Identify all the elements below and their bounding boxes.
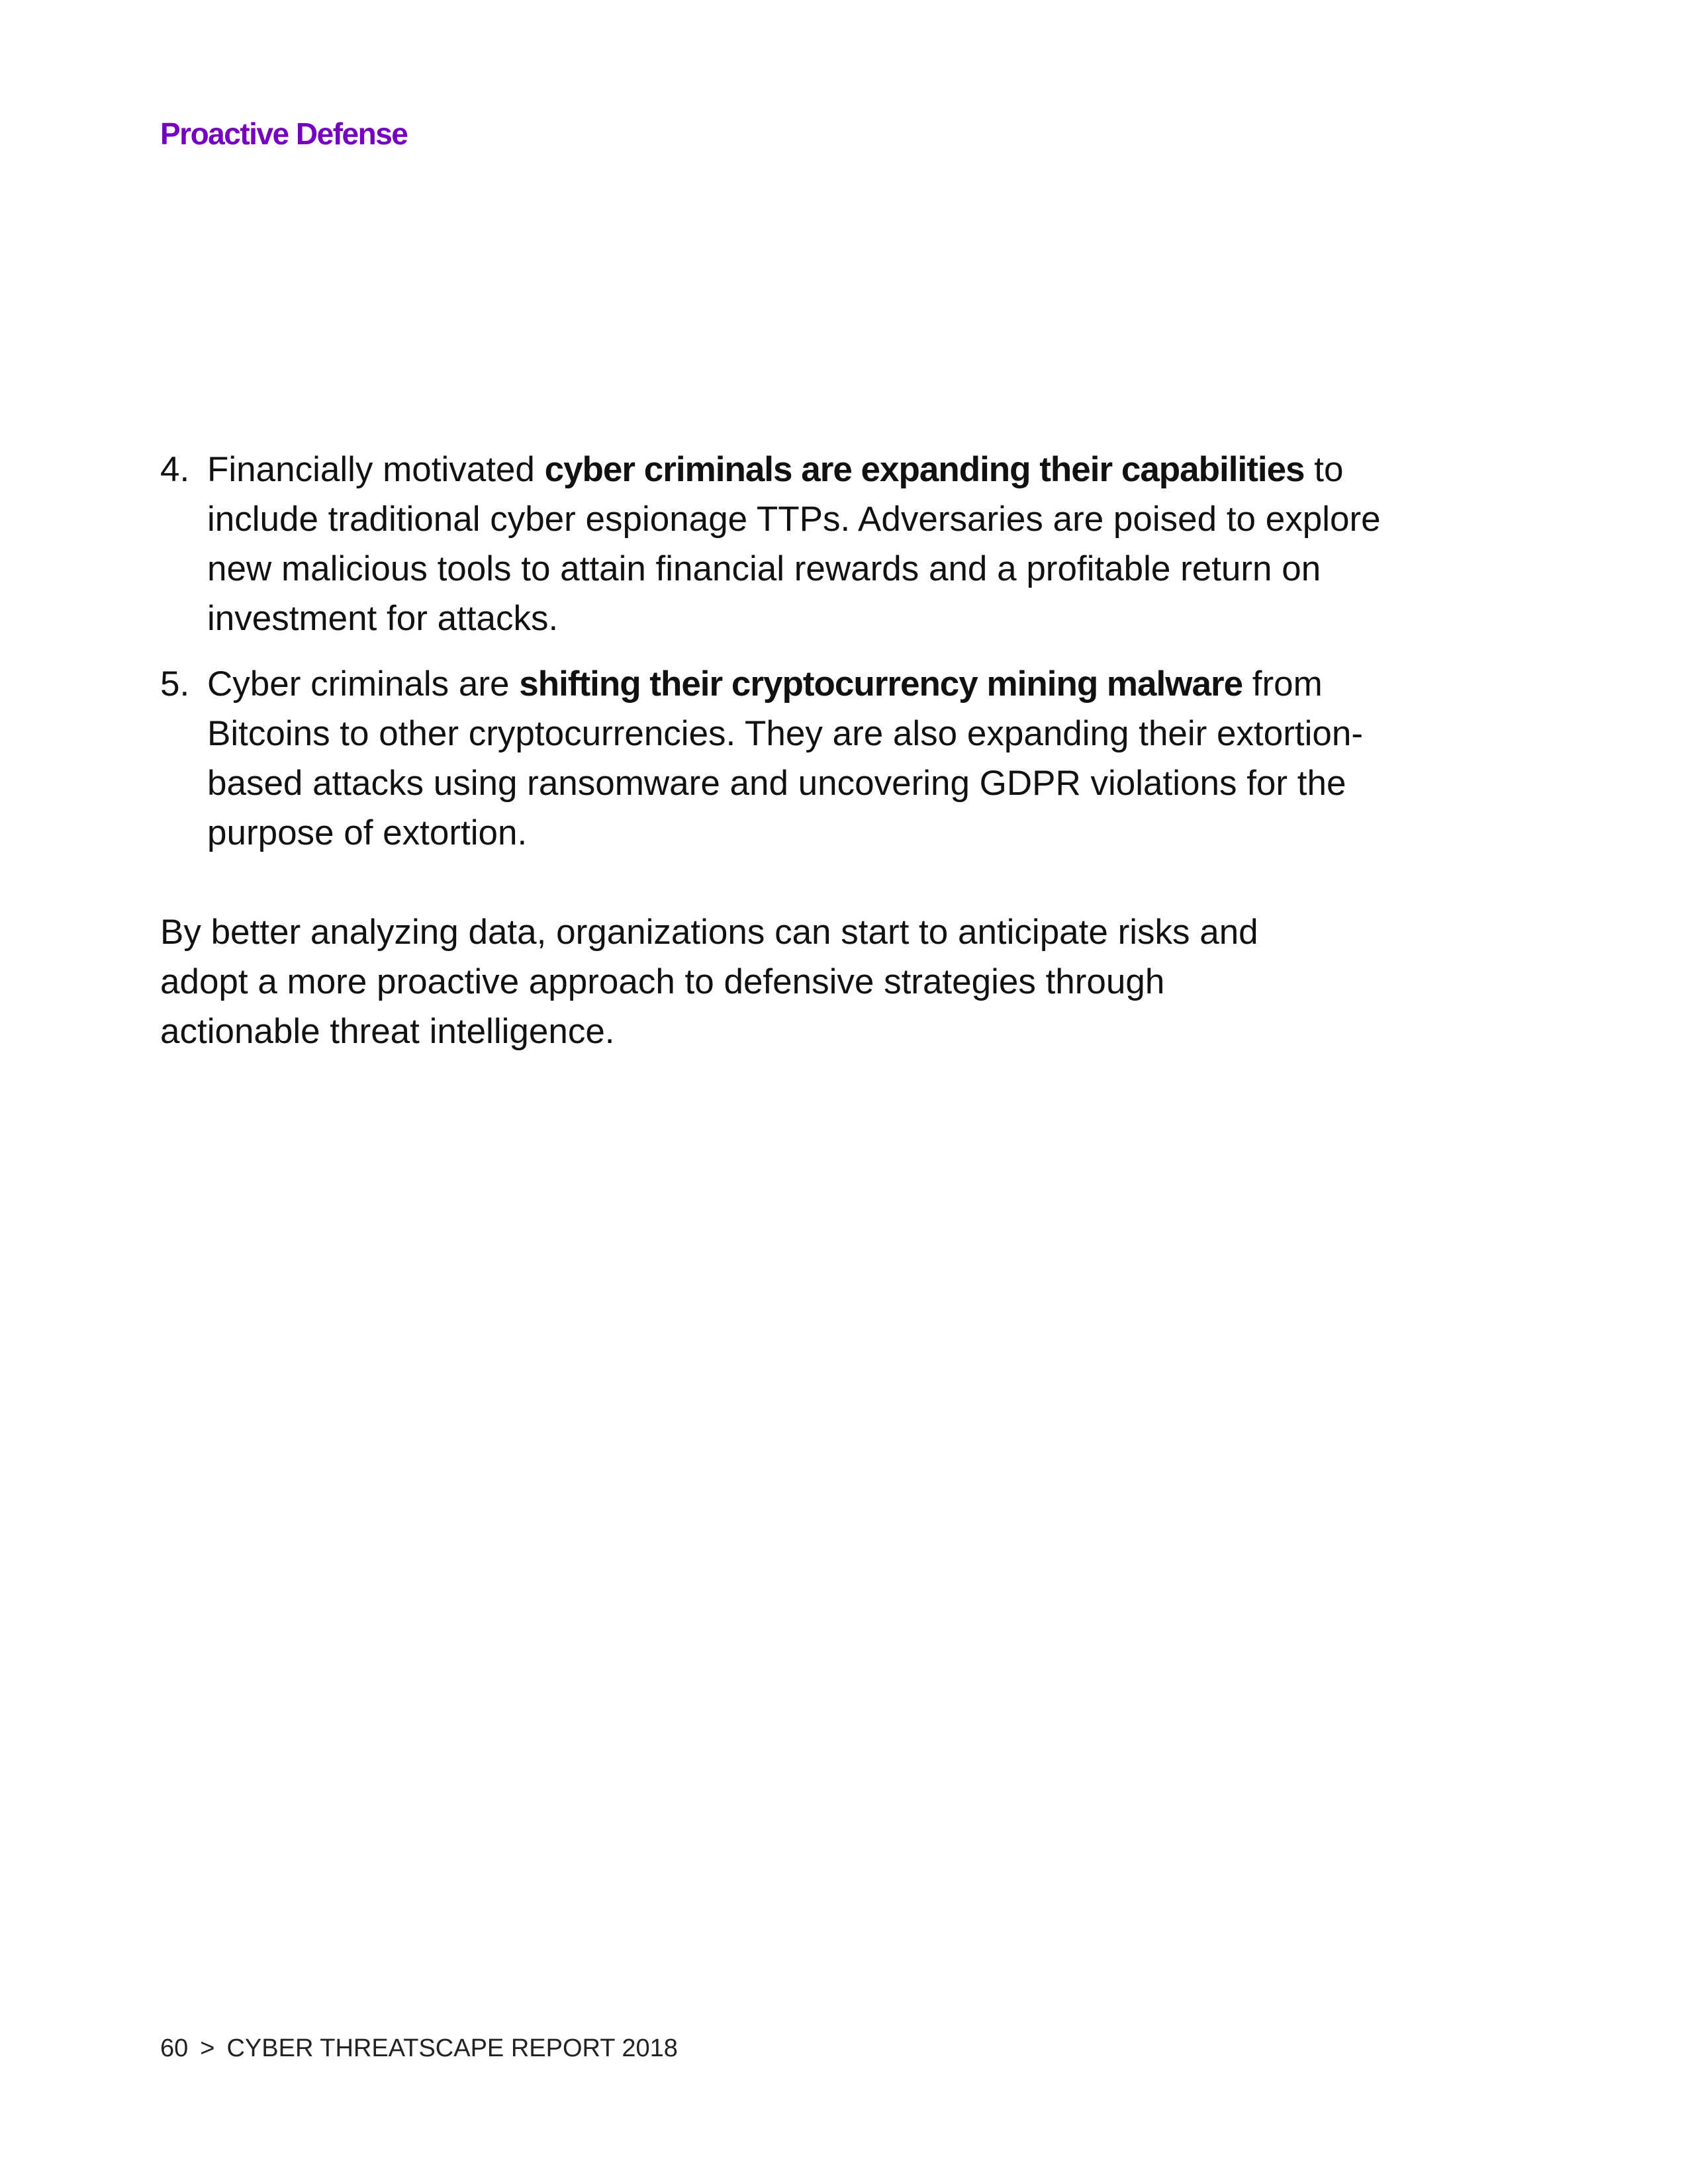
closing-paragraph: By better analyzing data, organizations can start to anticipate risks and adopt a more proactive approach to defensive strategies through actionable threat intelligence. xyxy=(160,913,1258,1051)
report-title: CYBER THREATSCAPE REPORT 2018 xyxy=(226,2034,678,2062)
findings-list xyxy=(160,445,1405,874)
page-number: 60 xyxy=(160,2034,189,2062)
page-footer xyxy=(160,2032,678,2065)
list-item xyxy=(160,445,1405,643)
list-item-lead-text: Cyber criminals are xyxy=(207,664,520,704)
section-title: Proactive Defense xyxy=(160,116,408,151)
list-item-number: 4. xyxy=(160,450,190,489)
list-item xyxy=(160,659,1405,858)
list-item-lead-text: Financially motivated xyxy=(207,450,545,489)
list-item-body-text: from Bitcoins to other cryptocurrencies. They are also expanding their extortion-based attacks using ransomware and uncovering GDPR violations for the purpose of extortion. xyxy=(207,664,1363,852)
list-item-bold-text: cyber criminals are expanding their capabilities xyxy=(544,450,1305,489)
footer-separator: > xyxy=(200,2034,215,2062)
list-item-body-text: to include traditional cyber espionage TTPs. Adversaries are poised to explore new malicious tools to attain financial rewards and a profitable return on investment for attacks. xyxy=(207,450,1381,638)
list-item-number: 5. xyxy=(160,664,190,704)
list-item-bold-text: shifting their cryptocurrency mining malware xyxy=(519,664,1243,704)
